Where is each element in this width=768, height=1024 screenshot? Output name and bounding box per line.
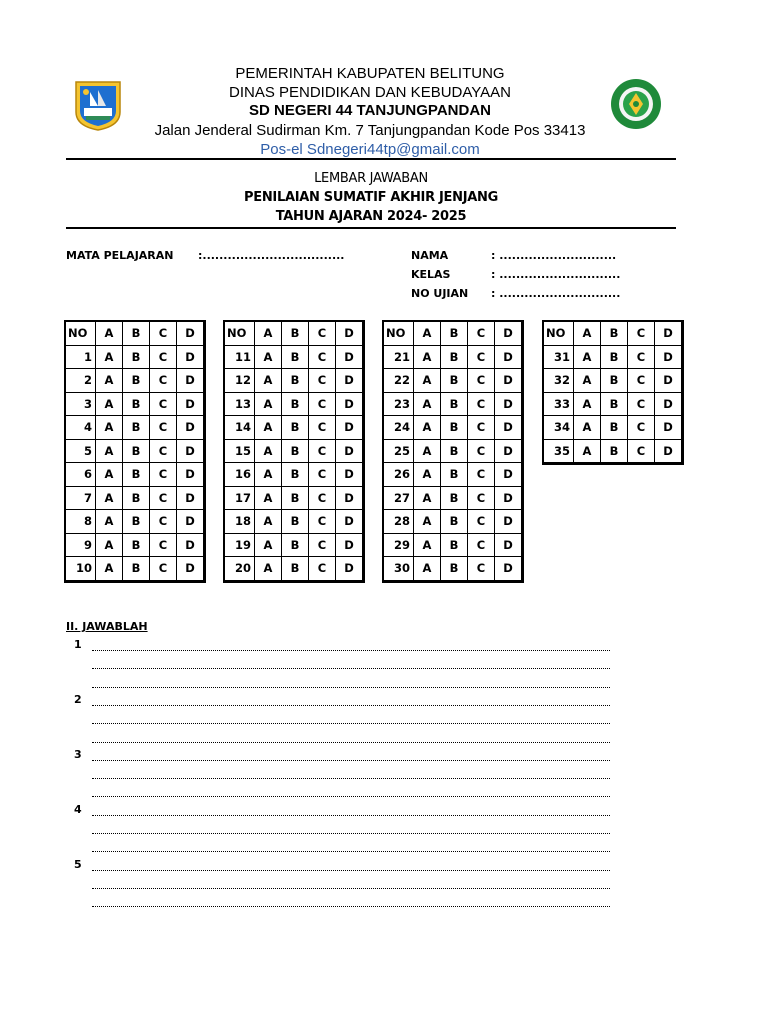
answer-option[interactable]: A	[96, 557, 123, 582]
question-number: 17	[224, 486, 255, 510]
answer-option[interactable]: D	[336, 369, 364, 393]
answer-option[interactable]: B	[123, 557, 150, 582]
answer-row	[65, 533, 205, 557]
question-number: 13	[224, 392, 255, 416]
answer-option[interactable]: A	[255, 392, 282, 416]
answer-option[interactable]: D	[336, 486, 364, 510]
answer-row	[224, 510, 364, 534]
answer-option[interactable]: C	[468, 369, 495, 393]
answer-option[interactable]: A	[414, 533, 441, 557]
question-number: 29	[383, 533, 414, 557]
answer-row	[224, 533, 364, 557]
answer-option[interactable]: A	[414, 369, 441, 393]
answer-row	[65, 345, 205, 369]
question-number: 33	[543, 392, 574, 416]
answer-row	[65, 510, 205, 534]
answer-option[interactable]: A	[414, 557, 441, 582]
government-name: PEMERINTAH KABUPATEN BELITUNG	[235, 65, 505, 82]
answer-row	[224, 345, 364, 369]
answer-option[interactable]: B	[441, 510, 468, 534]
header-option: A	[96, 321, 123, 345]
answer-row	[383, 392, 523, 416]
essay-answer-line[interactable]	[92, 906, 610, 907]
essay-answer-line[interactable]	[92, 760, 610, 761]
answer-option[interactable]: D	[177, 345, 205, 369]
answer-option[interactable]: A	[255, 345, 282, 369]
essay-answer-line[interactable]	[92, 778, 610, 779]
answer-option[interactable]: A	[255, 416, 282, 440]
answer-row	[383, 533, 523, 557]
answer-option[interactable]: D	[177, 486, 205, 510]
header-option: A	[574, 321, 601, 345]
answer-option[interactable]: C	[309, 533, 336, 557]
answer-option[interactable]: B	[282, 345, 309, 369]
answer-option[interactable]: A	[96, 392, 123, 416]
answer-row	[383, 439, 523, 463]
answer-row	[383, 369, 523, 393]
answer-option[interactable]: D	[177, 557, 205, 582]
essay-question-number: 1	[74, 638, 82, 651]
header-option: A	[414, 321, 441, 345]
answer-option[interactable]: A	[255, 510, 282, 534]
answer-option[interactable]: A	[96, 510, 123, 534]
answer-option[interactable]: D	[495, 392, 523, 416]
answer-option[interactable]: A	[414, 345, 441, 369]
answer-option[interactable]: D	[177, 416, 205, 440]
answer-row	[383, 486, 523, 510]
answer-option[interactable]: B	[123, 439, 150, 463]
header-option: C	[309, 321, 336, 345]
question-number: 27	[383, 486, 414, 510]
header-divider	[66, 158, 676, 160]
exam-number-label: NO UJIAN	[411, 287, 469, 300]
question-number: 30	[383, 557, 414, 582]
essay-answer-line[interactable]	[92, 870, 610, 871]
school-address: Jalan Jenderal Sudirman Km. 7 Tanjungpandan Kode Pos 33413	[154, 122, 586, 139]
answer-option[interactable]: D	[495, 486, 523, 510]
essay-question-number: 4	[74, 802, 82, 816]
class-label: KELAS	[411, 268, 451, 281]
title-divider	[66, 227, 676, 229]
essay-section-title: II. JAWABLAH	[66, 620, 148, 633]
answer-row	[543, 392, 683, 416]
answer-table-4	[542, 320, 684, 465]
answer-option[interactable]: C	[150, 345, 177, 369]
header-option: D	[177, 321, 205, 345]
answer-row	[543, 369, 683, 393]
header-option: B	[123, 321, 150, 345]
answer-row	[383, 416, 523, 440]
answer-option[interactable]: A	[414, 439, 441, 463]
answer-table-2	[223, 320, 365, 583]
essay-answer-line[interactable]	[92, 705, 610, 706]
answer-option[interactable]: B	[123, 510, 150, 534]
answer-option[interactable]: A	[96, 416, 123, 440]
essay-answer-line[interactable]	[92, 851, 610, 852]
answer-option[interactable]: D	[495, 369, 523, 393]
answer-option[interactable]: B	[123, 533, 150, 557]
header-no: NO	[65, 321, 96, 345]
answer-option[interactable]: B	[282, 416, 309, 440]
answer-option[interactable]: B	[282, 533, 309, 557]
essay-answer-line[interactable]	[92, 833, 610, 834]
answer-option[interactable]: C	[150, 369, 177, 393]
answer-option[interactable]: A	[414, 416, 441, 440]
answer-option[interactable]: C	[309, 369, 336, 393]
header-option: D	[655, 321, 683, 345]
academic-year: TAHUN AJARAN 2024- 2025	[275, 209, 467, 224]
question-number: 10	[65, 557, 96, 582]
answer-row	[543, 416, 683, 440]
header-option: A	[255, 321, 282, 345]
answer-option[interactable]: D	[177, 392, 205, 416]
answer-option[interactable]: D	[495, 557, 523, 582]
header-option: C	[468, 321, 495, 345]
answer-option[interactable]: B	[282, 463, 309, 487]
answer-option[interactable]: A	[96, 533, 123, 557]
assessment-title: PENILAIAN SUMATIF AKHIR JENJANG	[244, 190, 498, 205]
question-number: 31	[543, 345, 574, 369]
header-no: NO	[383, 321, 414, 345]
table-header-row	[65, 321, 205, 345]
answer-option[interactable]: B	[123, 486, 150, 510]
header-no: NO	[224, 321, 255, 345]
answer-option[interactable]: A	[255, 533, 282, 557]
essay-answer-line[interactable]	[92, 796, 610, 797]
header-option: C	[150, 321, 177, 345]
answer-option[interactable]: A	[96, 439, 123, 463]
answer-row	[224, 416, 364, 440]
answer-option[interactable]: A	[96, 345, 123, 369]
answer-row	[65, 369, 205, 393]
answer-option[interactable]: C	[309, 416, 336, 440]
answer-row	[224, 439, 364, 463]
answer-option[interactable]: C	[150, 392, 177, 416]
answer-option[interactable]: D	[336, 533, 364, 557]
answer-option[interactable]: B	[441, 345, 468, 369]
answer-option[interactable]: B	[282, 392, 309, 416]
answer-option[interactable]: B	[601, 392, 628, 416]
question-number: 7	[65, 486, 96, 510]
answer-row	[65, 463, 205, 487]
subject-field[interactable]: :..................................	[198, 249, 345, 262]
answer-option[interactable]: A	[574, 439, 601, 464]
answer-row	[65, 392, 205, 416]
answer-row	[224, 369, 364, 393]
table-header-row	[543, 321, 683, 345]
answer-option[interactable]: B	[123, 463, 150, 487]
department-name: DINAS PENDIDIKAN DAN KEBUDAYAAN	[228, 84, 511, 101]
answer-option[interactable]: C	[468, 416, 495, 440]
answer-option[interactable]: C	[309, 463, 336, 487]
essay-answer-line[interactable]	[92, 668, 610, 669]
essay-question-number: 2	[74, 692, 82, 706]
answer-option[interactable]: C	[468, 486, 495, 510]
exam-number-field[interactable]: : .............................	[491, 287, 621, 300]
answer-option[interactable]: C	[150, 533, 177, 557]
essay-answer-line[interactable]	[92, 687, 610, 688]
question-number: 6	[65, 463, 96, 487]
answer-row	[65, 439, 205, 463]
name-label: NAMA	[411, 249, 449, 262]
answer-option[interactable]: D	[336, 463, 364, 487]
answer-option[interactable]: B	[601, 439, 628, 464]
answer-row	[543, 345, 683, 369]
answer-option[interactable]: D	[177, 463, 205, 487]
question-number: 9	[65, 533, 96, 557]
answer-option[interactable]: D	[655, 416, 683, 440]
answer-option[interactable]: B	[601, 345, 628, 369]
question-number: 32	[543, 369, 574, 393]
essay-answer-line[interactable]	[92, 815, 610, 816]
answer-option[interactable]: B	[441, 369, 468, 393]
question-number: 19	[224, 533, 255, 557]
answer-option[interactable]: A	[574, 392, 601, 416]
answer-row	[224, 557, 364, 582]
answer-option[interactable]: C	[309, 439, 336, 463]
answer-option[interactable]: D	[336, 510, 364, 534]
answer-option[interactable]: C	[150, 416, 177, 440]
answer-option[interactable]: C	[309, 510, 336, 534]
answer-option[interactable]: A	[574, 345, 601, 369]
regency-crest-logo	[72, 78, 124, 132]
answer-option[interactable]: D	[495, 463, 523, 487]
answer-option[interactable]: C	[628, 392, 655, 416]
answer-option[interactable]: D	[177, 439, 205, 463]
answer-option[interactable]: C	[628, 345, 655, 369]
answer-option[interactable]: B	[601, 416, 628, 440]
answer-option[interactable]: A	[255, 463, 282, 487]
subject-label: MATA PELAJARAN	[66, 249, 174, 262]
answer-option[interactable]: C	[468, 557, 495, 582]
essay-answer-line[interactable]	[92, 723, 610, 724]
answer-option[interactable]: B	[441, 463, 468, 487]
name-field[interactable]: : ............................	[491, 249, 617, 262]
answer-option[interactable]: B	[123, 392, 150, 416]
answer-row	[224, 463, 364, 487]
answer-option[interactable]: B	[441, 557, 468, 582]
question-number: 11	[224, 345, 255, 369]
answer-option[interactable]: C	[150, 463, 177, 487]
answer-option[interactable]: D	[495, 439, 523, 463]
answer-option[interactable]: A	[574, 416, 601, 440]
answer-option[interactable]: B	[282, 510, 309, 534]
answer-table-3	[382, 320, 524, 583]
answer-option[interactable]: D	[336, 557, 364, 582]
answer-option[interactable]: B	[282, 369, 309, 393]
answer-option[interactable]: A	[255, 557, 282, 582]
answer-option[interactable]: B	[441, 439, 468, 463]
header-option: D	[495, 321, 523, 345]
answer-option[interactable]: B	[282, 557, 309, 582]
answer-row	[65, 416, 205, 440]
answer-option[interactable]: D	[336, 392, 364, 416]
class-field[interactable]: : .............................	[491, 268, 621, 281]
header-no: NO	[543, 321, 574, 345]
question-number: 8	[65, 510, 96, 534]
answer-row	[383, 557, 523, 582]
answer-option[interactable]: A	[414, 486, 441, 510]
answer-option[interactable]: B	[123, 345, 150, 369]
answer-option[interactable]: C	[150, 557, 177, 582]
answer-option[interactable]: C	[628, 416, 655, 440]
answer-option[interactable]: D	[495, 345, 523, 369]
answer-row	[383, 463, 523, 487]
answer-option[interactable]: D	[655, 369, 683, 393]
answer-option[interactable]: C	[309, 486, 336, 510]
answer-option[interactable]: D	[336, 439, 364, 463]
answer-option[interactable]: A	[414, 463, 441, 487]
answer-option[interactable]: A	[414, 392, 441, 416]
question-number: 22	[383, 369, 414, 393]
question-number: 16	[224, 463, 255, 487]
answer-option[interactable]: D	[177, 533, 205, 557]
question-number: 1	[65, 345, 96, 369]
question-number: 20	[224, 557, 255, 582]
answer-option[interactable]: A	[96, 369, 123, 393]
answer-option[interactable]: C	[309, 345, 336, 369]
header-option: D	[336, 321, 364, 345]
answer-row	[383, 345, 523, 369]
essay-question-number: 5	[74, 857, 82, 871]
question-number: 25	[383, 439, 414, 463]
answer-row	[224, 392, 364, 416]
answer-option[interactable]: B	[123, 416, 150, 440]
question-number: 5	[65, 439, 96, 463]
answer-option[interactable]: A	[255, 486, 282, 510]
answer-option[interactable]: B	[601, 369, 628, 393]
question-number: 34	[543, 416, 574, 440]
answer-option[interactable]: A	[96, 463, 123, 487]
answer-option[interactable]: B	[282, 439, 309, 463]
answer-option[interactable]: D	[655, 345, 683, 369]
answer-option[interactable]: C	[468, 533, 495, 557]
answer-option[interactable]: C	[468, 463, 495, 487]
question-number: 28	[383, 510, 414, 534]
answer-row	[65, 557, 205, 582]
essay-answer-line[interactable]	[92, 742, 610, 743]
answer-option[interactable]: D	[177, 510, 205, 534]
question-number: 18	[224, 510, 255, 534]
answer-option[interactable]: C	[309, 557, 336, 582]
answer-option[interactable]: B	[441, 392, 468, 416]
answer-row	[224, 486, 364, 510]
answer-row	[383, 510, 523, 534]
answer-option[interactable]: D	[336, 345, 364, 369]
answer-option[interactable]: C	[628, 369, 655, 393]
question-number: 24	[383, 416, 414, 440]
answer-option[interactable]: D	[495, 416, 523, 440]
question-number: 23	[383, 392, 414, 416]
header-option: B	[601, 321, 628, 345]
question-number: 21	[383, 345, 414, 369]
question-number: 35	[543, 439, 574, 464]
school-email: Pos-el Sdnegeri44tp@gmail.com	[260, 141, 480, 158]
answer-option[interactable]: B	[282, 486, 309, 510]
header-option: C	[628, 321, 655, 345]
answer-option[interactable]: C	[468, 510, 495, 534]
answer-option[interactable]: C	[150, 510, 177, 534]
essay-answer-line[interactable]	[92, 888, 610, 889]
essay-question-number: 3	[74, 747, 82, 761]
answer-row	[65, 486, 205, 510]
answer-option[interactable]: B	[441, 533, 468, 557]
question-number: 2	[65, 369, 96, 393]
answer-option[interactable]: A	[574, 369, 601, 393]
question-number: 4	[65, 416, 96, 440]
table-header-row	[224, 321, 364, 345]
answer-option[interactable]: C	[468, 392, 495, 416]
answer-option[interactable]: C	[468, 345, 495, 369]
answer-option[interactable]: C	[150, 486, 177, 510]
answer-option[interactable]: A	[255, 439, 282, 463]
question-number: 14	[224, 416, 255, 440]
answer-option[interactable]: B	[441, 416, 468, 440]
header-option: B	[441, 321, 468, 345]
answer-option[interactable]: C	[468, 439, 495, 463]
question-number: 3	[65, 392, 96, 416]
answer-option[interactable]: C	[150, 439, 177, 463]
answer-option[interactable]: D	[655, 439, 683, 464]
answer-option[interactable]: D	[177, 369, 205, 393]
header-option: B	[282, 321, 309, 345]
question-number: 15	[224, 439, 255, 463]
answer-option[interactable]: B	[123, 369, 150, 393]
answer-option[interactable]: A	[414, 510, 441, 534]
table-header-row	[383, 321, 523, 345]
answer-table-1	[64, 320, 206, 583]
answer-option[interactable]: D	[495, 533, 523, 557]
question-number: 26	[383, 463, 414, 487]
answer-option[interactable]: D	[655, 392, 683, 416]
answer-option[interactable]: B	[441, 486, 468, 510]
school-name: SD NEGERI 44 TANJUNGPANDAN	[249, 102, 491, 119]
answer-option[interactable]: C	[309, 392, 336, 416]
answer-option[interactable]: D	[336, 416, 364, 440]
answer-option[interactable]: A	[96, 486, 123, 510]
answer-option[interactable]: C	[628, 439, 655, 464]
sheet-title: LEMBAR JAWABAN	[314, 171, 428, 186]
question-number: 12	[224, 369, 255, 393]
answer-option[interactable]: D	[495, 510, 523, 534]
answer-option[interactable]: A	[255, 369, 282, 393]
answer-row	[543, 439, 683, 464]
essay-answer-line[interactable]	[92, 650, 610, 651]
school-emblem-logo	[610, 78, 662, 130]
